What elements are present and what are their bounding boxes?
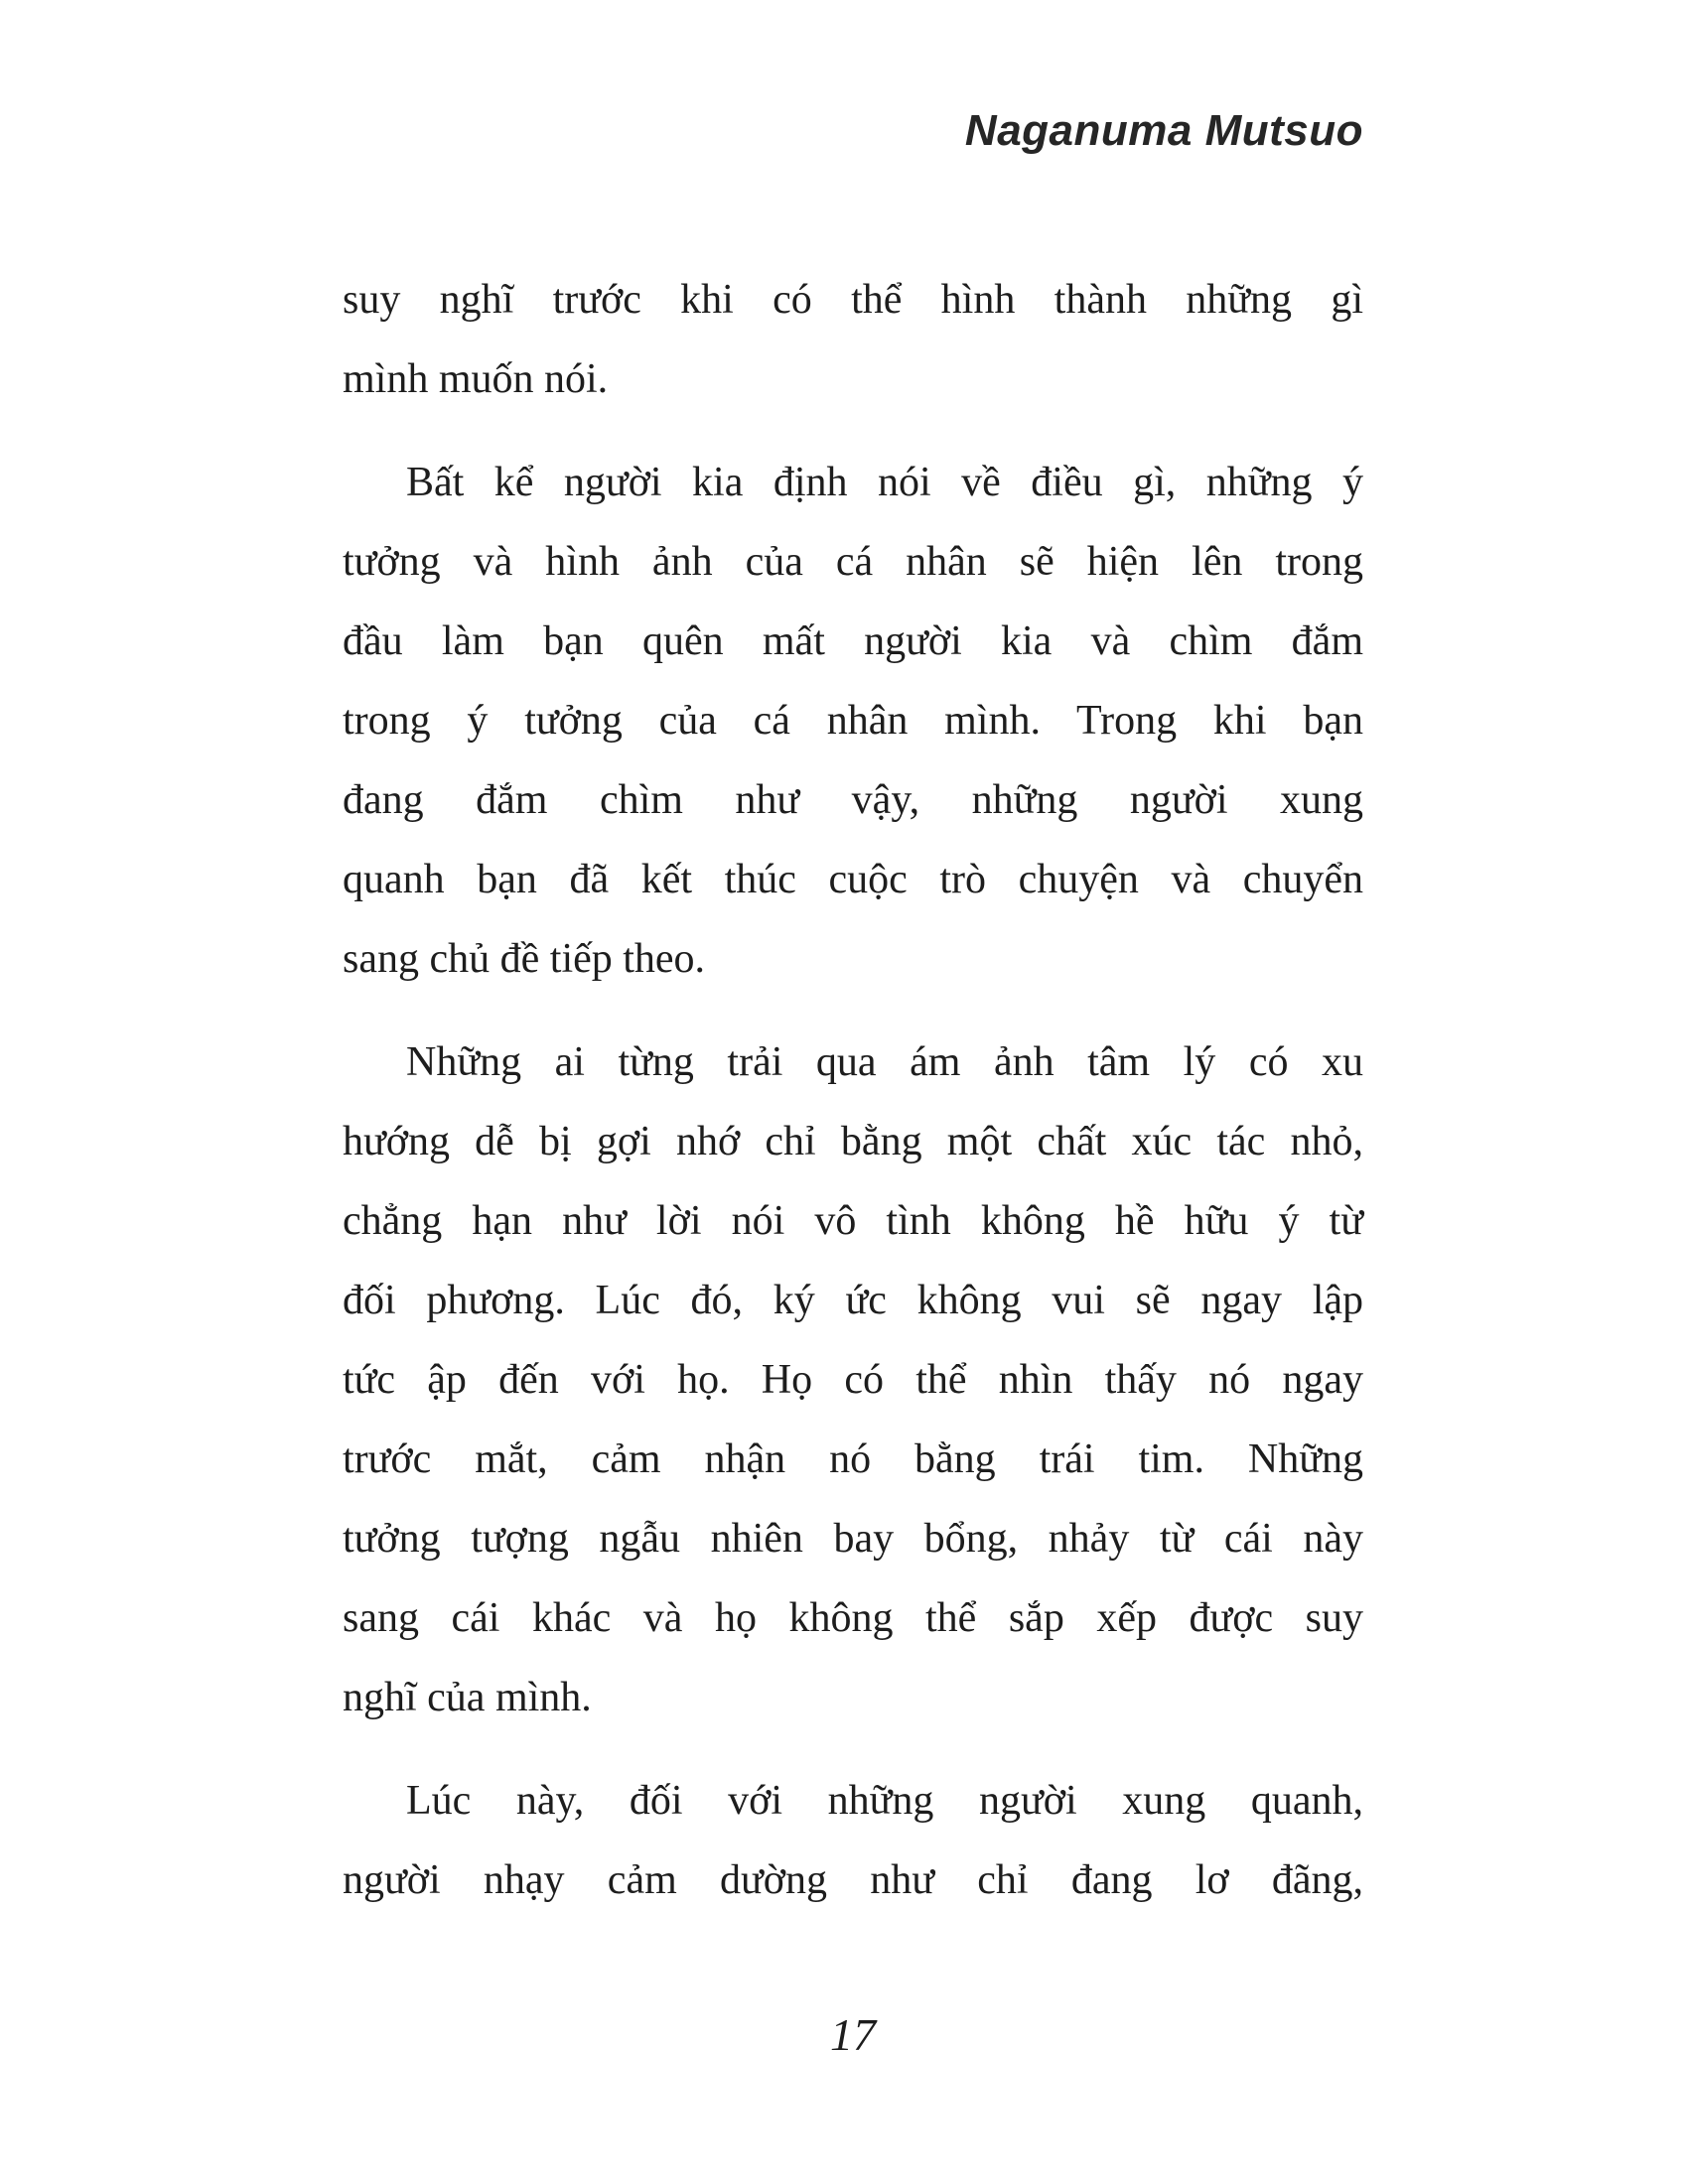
text-line: đối phương. Lúc đó, ký ức không vui sẽ ngay lập	[343, 1278, 1363, 1323]
text-line: Bất kể người kia định nói về điều gì, những ý	[406, 460, 1363, 505]
paragraph	[343, 260, 1363, 419]
text-line: đang đắm chìm như vậy, những người xung	[343, 777, 1363, 823]
paragraph	[343, 443, 1363, 999]
text-line: suy nghĩ trước khi có thể hình thành những gì	[343, 277, 1363, 323]
text-line: tức ập đến với họ. Họ có thể nhìn thấy nó ngay	[343, 1357, 1363, 1403]
text-line: Những ai từng trải qua ám ảnh tâm lý có xu	[406, 1039, 1363, 1085]
paragraph	[343, 1023, 1363, 1737]
text-line: nghĩ của mình.	[343, 1675, 592, 1720]
text-line: đầu làm bạn quên mất người kia và chìm đắm	[343, 618, 1363, 664]
text-line: trước mắt, cảm nhận nó bằng trái tim. Những	[343, 1436, 1363, 1482]
paragraph	[343, 1761, 1363, 1920]
text-line: quanh bạn đã kết thúc cuộc trò chuyện và chuyển	[343, 857, 1363, 902]
text-line: trong ý tưởng của cá nhân mình. Trong khi bạn	[343, 698, 1363, 744]
text-line: tưởng và hình ảnh của cá nhân sẽ hiện lên trong	[343, 539, 1363, 585]
page-number: 17	[830, 2009, 876, 2060]
text-line: hướng dễ bị gợi nhớ chỉ bằng một chất xúc tác nhỏ,	[343, 1119, 1363, 1164]
body-text	[343, 260, 1363, 1920]
text-line: tưởng tượng ngẫu nhiên bay bổng, nhảy từ cái này	[343, 1516, 1363, 1562]
text-line: sang cái khác và họ không thể sắp xếp được suy	[343, 1595, 1363, 1641]
running-header-author: Naganuma Mutsuo	[964, 106, 1363, 155]
text-line: Lúc này, đối với những người xung quanh,	[406, 1778, 1363, 1824]
text-line: chẳng hạn như lời nói vô tình không hề hữu ý từ	[343, 1198, 1363, 1244]
text-line: sang chủ đề tiếp theo.	[343, 936, 706, 982]
text-line: người nhạy cảm dường như chỉ đang lơ đãng,	[343, 1857, 1363, 1903]
text-line: mình muốn nói.	[343, 356, 609, 402]
